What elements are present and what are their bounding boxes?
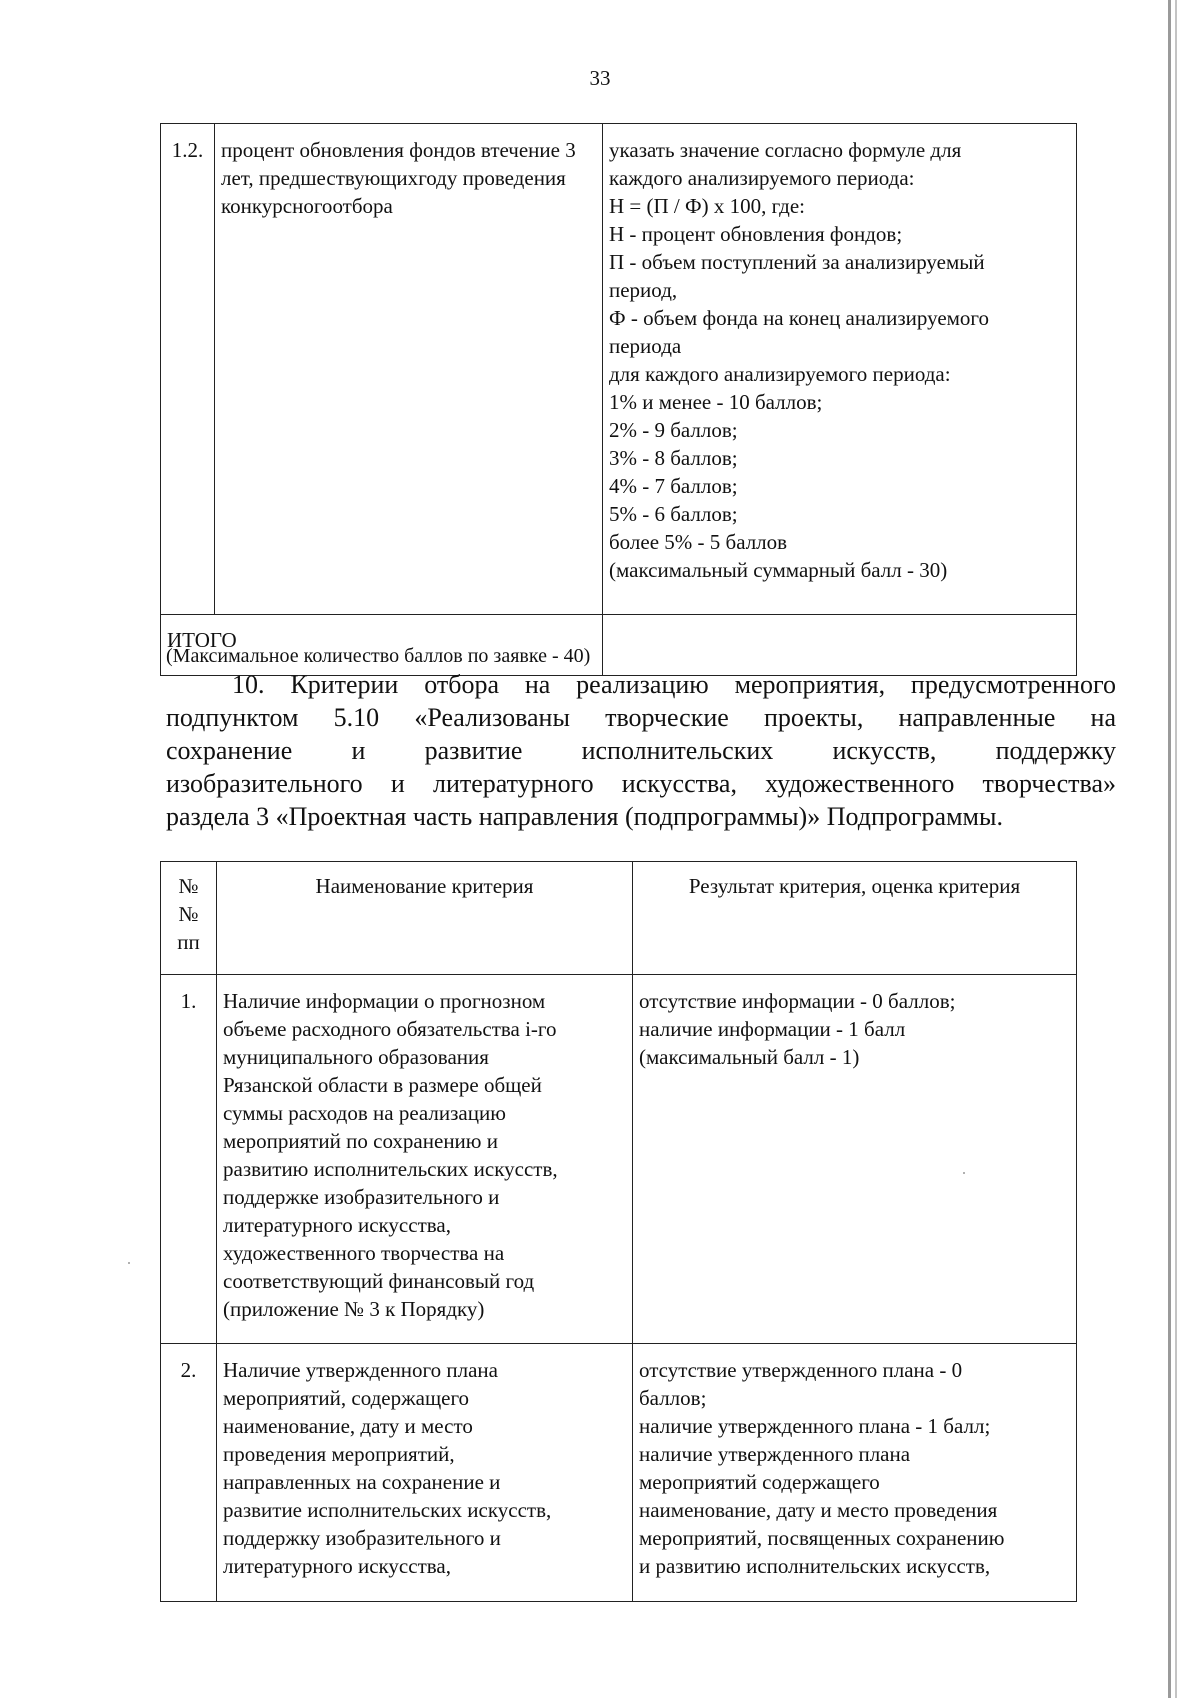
paragraph-line: подпунктом 5.10 «Реализованы творческие проекты, направленные на [166, 703, 1116, 732]
criterion-result-line: Н - процент обновления фондов; [609, 222, 903, 246]
criterion-name-line: течение 3 лет, предшествующих [221, 138, 576, 190]
criterion-name-line: направленных на сохранение и [223, 1470, 501, 1494]
criterion-name-line: художественного творчества на [223, 1241, 505, 1265]
criterion-name-line: поддержку изобразительного и [223, 1526, 501, 1550]
criterion-name-line: мероприятий по сохранению и [223, 1129, 498, 1153]
criterion-result-line: 1% и менее - 10 баллов; [609, 390, 823, 414]
header-number-line: № [178, 902, 199, 926]
criterion-result [633, 975, 1077, 1344]
criterion-name-line: Рязанской области в размере общей [223, 1073, 542, 1097]
criterion-result-line: баллов; [639, 1386, 707, 1410]
criterion-result-line: и развитию исполнительских искусств, [639, 1554, 991, 1578]
criterion-result-line: 4% - 7 баллов; [609, 474, 738, 498]
criterion-result-line: отсутствие информации - 0 баллов; [639, 989, 956, 1013]
total-value [603, 615, 1077, 676]
criterion-name-line: муниципального образования [223, 1045, 489, 1069]
criterion-result-line: наименование, дату и место проведения [639, 1498, 998, 1522]
criterion-name [215, 124, 603, 615]
paragraph-line: раздела 3 «Проектная часть направления (подпрограммы)» Подпрограммы. [166, 802, 1003, 831]
criterion-result-line: 5% - 6 баллов; [609, 502, 738, 526]
criterion-result-line: мероприятий, посвященных сохранению [639, 1526, 1005, 1550]
criterion-name-line: (приложение № 3 к Порядку) [223, 1297, 485, 1321]
criterion-name-line: литературного искусства, [223, 1213, 451, 1237]
criterion-result-line: отсутствие утвержденного плана - 0 [639, 1358, 963, 1382]
header-number [161, 862, 217, 975]
criterion-result-line: Н = (П / Ф) х 100, где: [609, 194, 805, 218]
criterion-name-line: суммы расходов на реализацию [223, 1101, 506, 1125]
criterion-name [217, 975, 633, 1344]
criterion-result-line: Ф - объем фонда на конец анализируемого [609, 306, 990, 330]
criterion-result-line: 2% - 9 баллов; [609, 418, 738, 442]
scan-edge-line [1168, 0, 1171, 1698]
criterion-result-line: более 5% - 5 баллов [609, 530, 788, 554]
criterion-name-line: Наличие утвержденного плана [223, 1358, 498, 1382]
criterion-result-line: П - объем поступлений за анализируемый [609, 250, 985, 274]
criterion-result [633, 1344, 1077, 1602]
criterion-name-line: развитию исполнительских искусств, [223, 1157, 558, 1181]
header-criterion-name: Наименование критерия [217, 862, 633, 975]
criterion-result-line: (максимальный суммарный балл - 30) [609, 558, 948, 582]
criterion-result-line: мероприятий содержащего [639, 1470, 880, 1494]
criterion-name [217, 1344, 633, 1602]
criterion-name-line: проведения мероприятий, [223, 1442, 455, 1466]
section-10-paragraph [166, 668, 1116, 833]
criterion-result-line: указать значение согласно формуле для [609, 138, 962, 162]
row-number: 1. [161, 975, 217, 1344]
table-row [161, 1344, 1077, 1602]
criterion-result-line: период, [609, 278, 678, 302]
criterion-name-line: году проведения конкурсного [221, 166, 566, 218]
scan-edge-line [1175, 0, 1177, 1698]
row-number: 1.2. [161, 124, 215, 615]
criterion-name-line: наименование, дату и место [223, 1414, 473, 1438]
criterion-name-line: объеме расходного обязательства i-го [223, 1017, 557, 1041]
header-criterion-result: Результат критерия, оценка критерия [633, 862, 1077, 975]
criterion-result [603, 124, 1077, 615]
criterion-name-line: соответствующий финансовый год [223, 1269, 535, 1293]
criteria-table [160, 861, 1077, 1602]
criterion-name-line: отбора [332, 194, 393, 218]
criterion-result-line: 3% - 8 баллов; [609, 446, 738, 470]
criterion-result-line: наличие утвержденного плана - 1 балл; [639, 1414, 991, 1438]
header-number-line: пп [177, 930, 200, 954]
table-row [161, 975, 1077, 1344]
criterion-name-line: развитие исполнительских искусств, [223, 1498, 552, 1522]
table-header-row [161, 862, 1077, 975]
page-number: 33 [589, 66, 611, 90]
paragraph-line: изобразительного и литературного искусства, художественного творчества» [166, 769, 1116, 798]
criterion-name-line: процент обновления фондов в [221, 138, 491, 162]
row-number: 2. [161, 1344, 217, 1602]
criterion-result-line: каждого анализируемого периода: [609, 166, 915, 190]
criterion-result-line: наличие утвержденного плана [639, 1442, 911, 1466]
max-score-note: (Максимальное количество баллов по заявке - 40) [166, 645, 591, 667]
header-number-line: № [178, 874, 199, 898]
total-label: ИТОГО [161, 615, 603, 676]
scan-speck [128, 1262, 130, 1264]
criterion-result-line: периода [609, 334, 682, 358]
criterion-name-line: мероприятий, содержащего [223, 1386, 470, 1410]
criterion-name-line: Наличие информации о прогнозном [223, 989, 546, 1013]
paragraph-line: 10. Критерии отбора на реализацию мероприятия, предусмотренного [232, 670, 1116, 699]
criterion-name-line: литературного искусства, [223, 1554, 451, 1578]
criterion-result-line: (максимальный балл - 1) [639, 1045, 860, 1069]
criterion-result-line: наличие информации - 1 балл [639, 1017, 906, 1041]
paragraph-line: сохранение и развитие исполнительских искусств, поддержку [166, 736, 1116, 765]
criterion-name-line: поддержке изобразительного и [223, 1185, 500, 1209]
criterion-result-line: для каждого анализируемого периода: [609, 362, 951, 386]
table-row [161, 124, 1077, 615]
criteria-table-continued [160, 123, 1077, 676]
